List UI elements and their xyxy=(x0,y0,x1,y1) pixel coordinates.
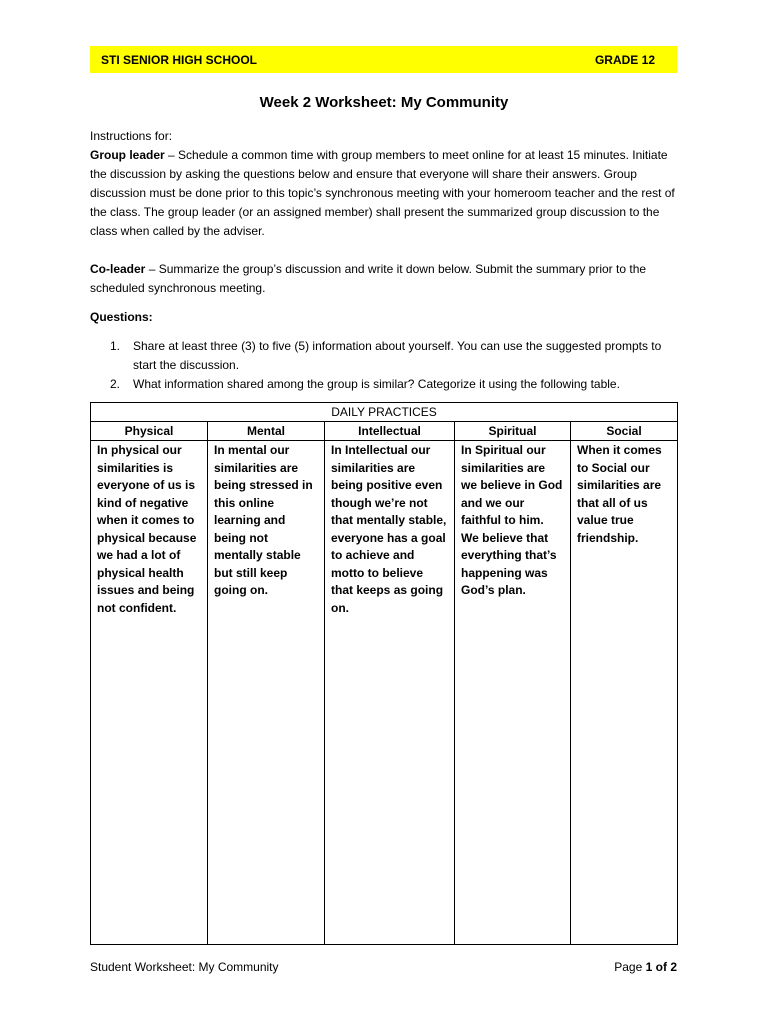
group-leader-label: Group leader xyxy=(90,148,165,162)
page-number: Page 1 of 2 xyxy=(614,960,677,974)
questions-list xyxy=(90,337,680,394)
page-footer xyxy=(90,960,677,974)
cell-spiritual: In Spiritual our similarities are we believe in God and we our faithful to him. We believe that everything that’s happening was God’s plan. xyxy=(455,441,571,945)
group-leader-paragraph xyxy=(90,146,680,241)
cell-social: When it comes to Social our similarities are that all of us value true friendship. xyxy=(571,441,678,945)
co-leader-text: – Summarize the group’s discussion and write it down below. Submit the summary prior to the scheduled synchronous meeting. xyxy=(90,262,647,295)
question-item xyxy=(90,375,680,394)
cell-intellectual: In Intellectual our similarities are being positive even though we’re not that mentally stable, everyone has a goal to achieve and motto to believe that keeps as going on. xyxy=(325,441,455,945)
co-leader-paragraph xyxy=(90,260,680,298)
grade-label: GRADE 12 xyxy=(594,52,655,67)
worksheet-title: Week 2 Worksheet: My Community xyxy=(259,94,509,111)
column-header-physical: Physical xyxy=(91,422,208,441)
column-header-mental: Mental xyxy=(208,422,325,441)
question-text: Share at least three (3) to five (5) information about yourself. You can use the suggested prompts to start the discussion. xyxy=(133,339,662,372)
cell-mental: In mental our similarities are being stressed in this online learning and being not mentally stable but still keep going on. xyxy=(208,441,325,945)
instructions-section xyxy=(90,127,680,394)
school-header-bar xyxy=(90,46,677,73)
footer-title: Student Worksheet: My Community xyxy=(90,960,279,974)
instructions-intro: Instructions for: xyxy=(90,129,173,143)
questions-label: Questions: xyxy=(90,310,153,324)
co-leader-label: Co-leader xyxy=(90,262,146,276)
cell-physical: In physical our similarities is everyone of us is kind of negative when it comes to physical because we had a lot of physical health issues and being not confident. xyxy=(91,441,208,945)
table-row xyxy=(91,441,678,945)
group-leader-text: – Schedule a common time with group members to meet online for at least 15 minutes. Initiate the discussion by asking the questions below and ensure that everyone will share their answers. Group discussion must be done prior to this topic’s synchronous meeting with your homeroom teacher and the rest of the class. The group leader (or an assigned member) shall present the summarized group discussion to the class when called by the adviser. xyxy=(90,148,675,238)
table-caption: DAILY PRACTICES xyxy=(91,403,678,422)
question-number: 2. xyxy=(110,377,121,391)
daily-practices-table xyxy=(90,402,678,945)
question-item xyxy=(90,337,680,375)
column-header-intellectual: Intellectual xyxy=(325,422,455,441)
question-number: 1. xyxy=(110,339,121,353)
column-header-social: Social xyxy=(571,422,678,441)
school-name: STI SENIOR HIGH SCHOOL xyxy=(101,52,258,67)
question-text: What information shared among the group is similar? Categorize it using the following table. xyxy=(133,377,620,391)
column-header-spiritual: Spiritual xyxy=(455,422,571,441)
